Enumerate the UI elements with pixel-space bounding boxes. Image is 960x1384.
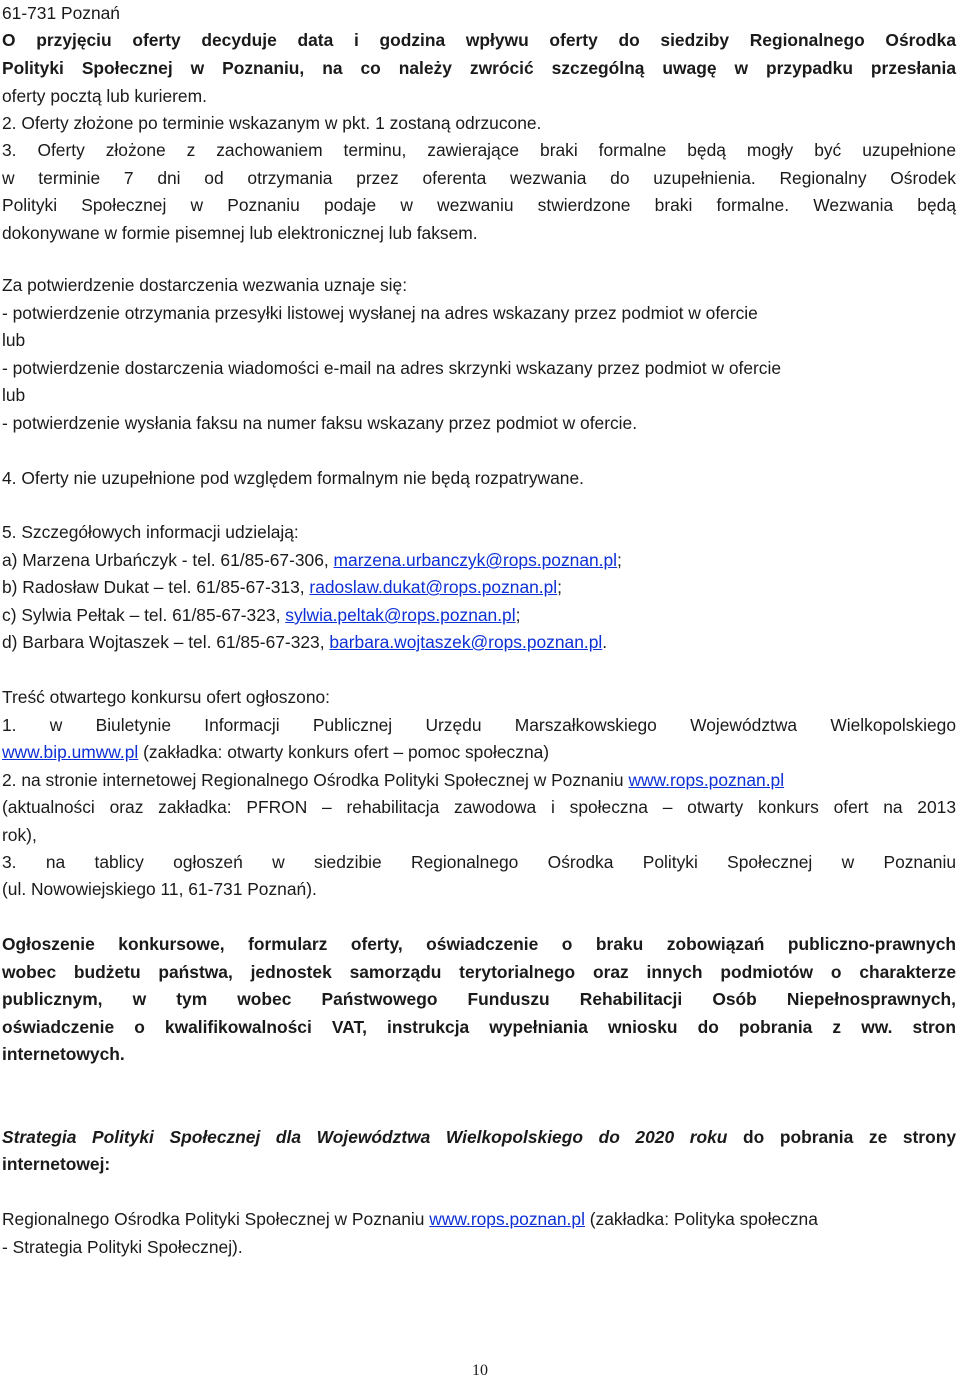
strategy-text: do pobrania ze strony: [727, 1127, 956, 1147]
list-item-2: 2. Oferty złożone po terminie wskazanym w pkt. 1 zostaną odrzucone.: [2, 113, 542, 133]
confirmation-or: lub: [2, 385, 26, 405]
contact-suffix: ;: [617, 550, 622, 570]
confirmation-heading: Za potwierdzenie dostarczenia wezwania uznaje się:: [2, 275, 408, 295]
source-text: (zakładka: Polityka społeczna: [584, 1209, 818, 1229]
list-item-3: 3. Oferty złożone z zachowaniem terminu, zawierające braki formalne będą mogły być uzupełnione: [2, 140, 956, 160]
announcement-heading: Treść otwartego konkursu ofert ogłoszono:: [2, 687, 331, 707]
list-item-4: 4. Oferty nie uzupełnione pod względem formalnym nie będą rozpatrywane.: [2, 468, 584, 488]
contact-name: Marzena Urbańczyk - tel. 61/85-67-306,: [22, 550, 334, 570]
contact-name: Barbara Wojtaszek – tel. 61/85-67-323,: [22, 632, 330, 652]
contact-line-b: [2, 575, 956, 599]
page-number: 10: [472, 1362, 488, 1379]
announcement-line: [2, 740, 956, 764]
rops-link[interactable]: www.rops.poznan.pl: [429, 1209, 585, 1229]
bold-notice-line: internetowych.: [2, 1044, 125, 1064]
announcement-text: (zakładka: otwarty konkurs ofert – pomoc społeczna): [138, 742, 550, 762]
announcement-text: 2. na stronie internetowej Regionalnego Ośrodka Polityki Społecznej w Poznaniu: [2, 770, 629, 790]
announcement-line: rok),: [2, 825, 37, 845]
bold-text: Polityki Społecznej w Poznaniu, na co należy zwrócić szczególną uwagę w przypadku przesłania: [2, 58, 956, 78]
confirmation-item: - potwierdzenie dostarczenia wiadomości e-mail na adres skrzynki wskazany przez podmiot w ofercie: [2, 358, 782, 378]
announcement-line: (aktualności oraz zakładka: PFRON – rehabilitacja zawodowa i społeczna – otwarty konkurs ofert na 2013: [2, 797, 956, 817]
rops-link[interactable]: www.rops.poznan.pl: [628, 770, 785, 790]
bold-notice-line: Ogłoszenie konkursowe, formularz oferty, oświadczenie o braku zobowiązań publiczno-prawnych: [2, 934, 956, 954]
paragraph-line: Polityki Społecznej w Poznaniu podaje w wezwaniu stwierdzone braki formalne. Wezwania będą: [2, 195, 956, 215]
confirmation-item: - potwierdzenie wysłania faksu na numer faksu wskazany przez podmiot w ofercie.: [2, 413, 638, 433]
paragraph-line: oferty pocztą lub kurierem.: [2, 86, 207, 106]
contact-name: Sylwia Pełtak – tel. 61/85-67-323,: [21, 605, 286, 625]
strategy-source-line: [2, 1207, 956, 1231]
contact-name: Radosław Dukat – tel. 61/85-67-313,: [22, 577, 310, 597]
strategy-source-line: - Strategia Polityki Społecznej).: [2, 1237, 243, 1257]
confirmation-item: - potwierdzenie otrzymania przesyłki listowej wysłanej na adres wskazany przez podmiot w ofercie: [2, 303, 758, 323]
announcement-item-3: 3. na tablicy ogłoszeń w siedzibie Regionalnego Ośrodka Polityki Społecznej w Poznaniu: [2, 852, 956, 872]
bold-notice-line: publicznym, w tym wobec Państwowego Funduszu Rehabilitacji Osób Niepełnosprawnych,: [2, 989, 956, 1009]
email-link[interactable]: sylwia.peltak@rops.poznan.pl: [285, 605, 516, 625]
bip-link[interactable]: www.bip.umww.pl: [2, 742, 139, 762]
announcement-item-2: [2, 768, 956, 792]
list-item-5: 5. Szczegółowych informacji udzielają:: [2, 522, 299, 542]
bold-notice-line: wobec budżetu państwa, jednostek samorządu terytorialnego oraz innych podmiotów o charakterze: [2, 962, 956, 982]
announcement-line: (ul. Nowowiejskiego 11, 61-731 Poznań).: [2, 879, 317, 899]
strategy-line: [2, 1125, 956, 1149]
contact-prefix: b): [2, 577, 23, 597]
source-text: Regionalnego Ośrodka Polityki Społecznej w Poznaniu: [2, 1209, 430, 1229]
email-link[interactable]: marzena.urbanczyk@rops.poznan.pl: [333, 550, 618, 570]
email-link[interactable]: barbara.wojtaszek@rops.poznan.pl: [329, 632, 603, 652]
paragraph-line: [2, 56, 956, 80]
contact-line-a: [2, 548, 956, 572]
bold-notice-line: oświadczenie o kwalifikowalności VAT, instrukcja wypełniania wniosku do pobrania z ww. stron: [2, 1017, 956, 1037]
contact-line-d: [2, 630, 956, 654]
strategy-title: Strategia Polityki Społecznej dla Województwa Wielkopolskiego do 2020 roku: [2, 1127, 728, 1147]
paragraph-line: w terminie 7 dni od otrzymania przez oferenta wezwania do uzupełnienia. Regionalny Ośrodek: [2, 168, 956, 188]
contact-prefix: c): [2, 605, 22, 625]
contact-line-c: [2, 603, 956, 627]
contact-suffix: ;: [515, 605, 521, 625]
strategy-line: internetowej:: [2, 1154, 111, 1174]
contact-prefix: d): [2, 632, 23, 652]
contact-suffix: .: [602, 632, 608, 652]
address-line: 61-731 Poznań: [2, 3, 120, 23]
announcement-item-1: 1. w Biuletynie Informacji Publicznej Urzędu Marszałkowskiego Województwa Wielkopolskiego: [2, 715, 956, 735]
contact-suffix: ;: [557, 577, 563, 597]
bold-paragraph-line: O przyjęciu oferty decyduje data i godzina wpływu oferty do siedziby Regionalnego Ośrodka: [2, 30, 956, 50]
confirmation-or: lub: [2, 330, 26, 350]
paragraph-line: dokonywane w formie pisemnej lub elektronicznej lub faksem.: [2, 223, 478, 243]
contact-prefix: a): [2, 550, 23, 570]
email-link[interactable]: radoslaw.dukat@rops.poznan.pl: [309, 577, 558, 597]
